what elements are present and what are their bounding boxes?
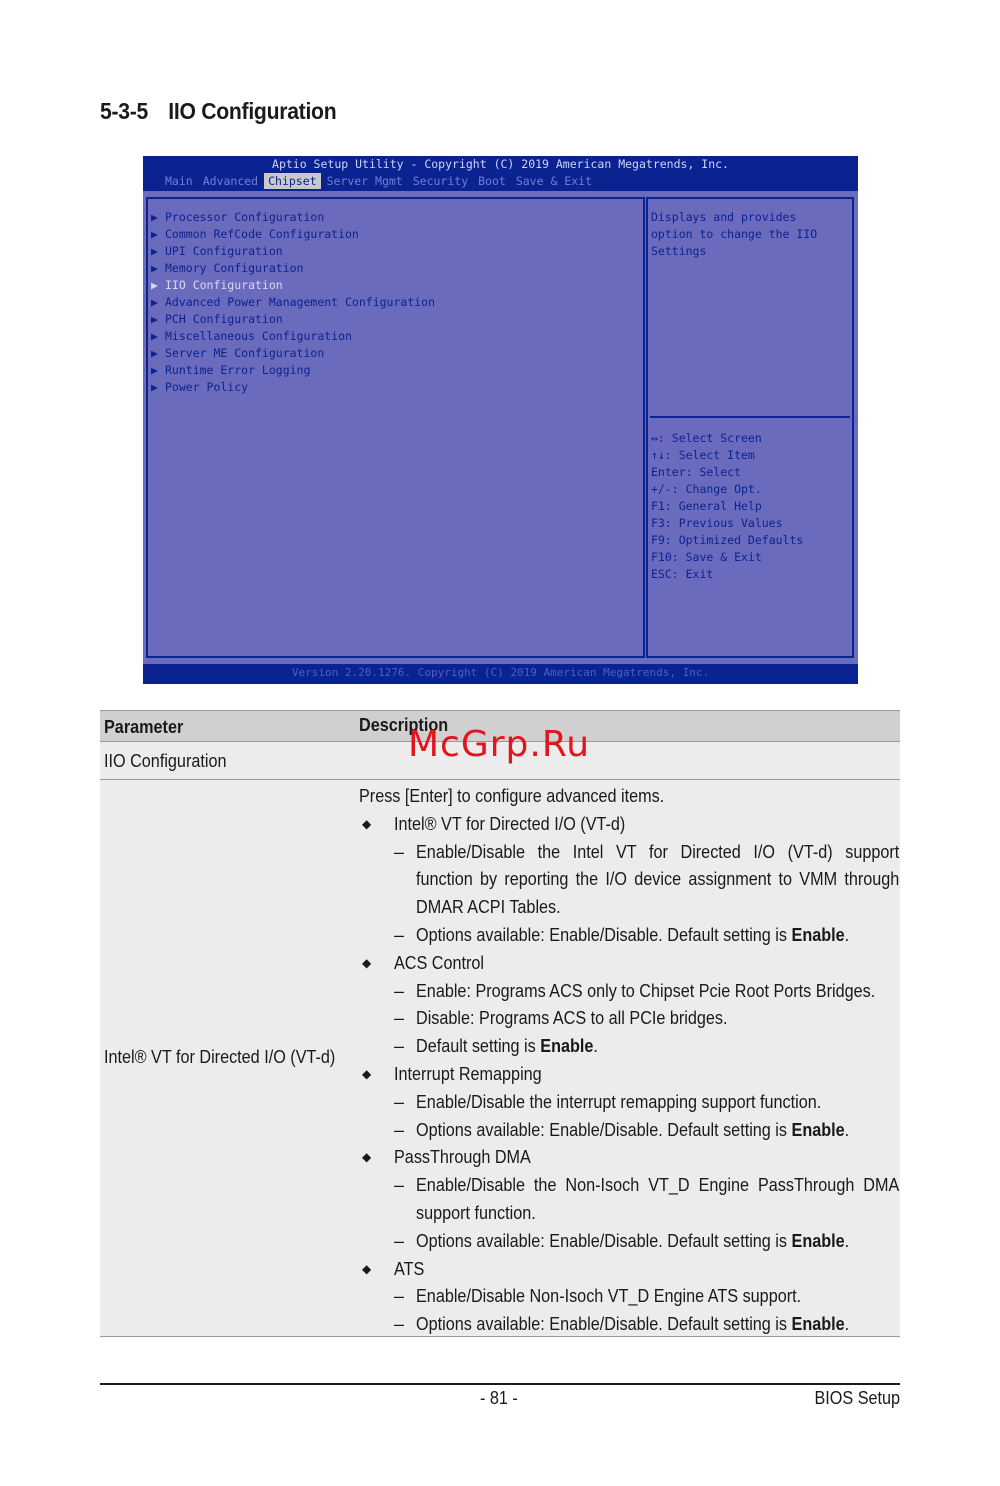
key-change-opt: +/-: Change Opt. [651,482,762,496]
watermark: McGrp.Ru [408,724,591,765]
bios-item-common-refcode[interactable]: ▶ Common RefCode Configuration [151,227,359,241]
header-description: Description [359,715,449,735]
diamond-bullet-icon: ◆ [362,1150,372,1165]
sub-item: – Options available: Enable/Disable. Default setting is Enable. [394,1119,850,1140]
desc-intro: Press [Enter] to configure advanced items. [359,786,665,806]
triangle-right-icon: ▶ [151,346,158,360]
sub-item: – Enable/Disable Non-Isoch VT_D Engine ATS support. [394,1286,802,1307]
footer-divider [100,1383,900,1385]
key-esc: ESC: Exit [651,567,714,581]
bios-item-memory[interactable]: ▶ Memory Configuration [151,261,304,275]
bios-item-power-mgmt[interactable]: ▶ Advanced Power Management Configuration [151,295,436,309]
bios-menu-server-mgmt[interactable]: Server Mgmt [326,174,403,188]
description-cell [359,783,899,1339]
diamond-bullet-icon: ◆ [362,955,372,970]
param-iio-configuration: IIO Configuration [104,751,227,771]
diamond-bullet-icon: ◆ [362,1066,372,1081]
triangle-right-icon: ▶ [151,295,158,309]
triangle-right-icon: ▶ [151,380,158,394]
bios-footer: Version 2.20.1276. Copyright (C) 2019 American Megatrends, Inc. [291,666,710,679]
header-parameter: Parameter [104,717,184,737]
bios-menu-main[interactable]: Main [165,174,193,188]
triangle-right-icon: ▶ [151,329,158,343]
triangle-right-icon: ▶ [151,227,158,241]
bullet-ats: ◆ ATS [359,1256,899,1284]
key-f3: F3: Previous Values [651,516,783,530]
bios-main-area [143,191,858,664]
param-vtd: Intel® VT for Directed I/O (VT-d) [104,1047,336,1067]
sub-item: – Disable: Programs ACS to all PCIe bridges. [394,1008,728,1029]
bios-item-power-policy[interactable]: ▶ Power Policy [151,380,249,394]
bios-help-divider [650,416,850,418]
bios-item-list [151,209,435,396]
diamond-bullet-icon: ◆ [362,1261,372,1276]
bios-item-panel [146,197,645,658]
key-select-item: ↑↓: Select Item [651,448,755,462]
bios-help-text: Displays and provides option to change the IIO Settings [651,210,818,258]
sub-item: – Default setting is Enable. [394,1036,598,1057]
sub-item: – Options available: Enable/Disable. Default setting is Enable. [394,924,850,945]
triangle-right-icon: ▶ [151,261,158,275]
section-heading: IIO Configuration [168,98,337,124]
sub-item: – Enable/Disable the interrupt remapping support function. [394,1091,822,1112]
table-row [100,780,900,1337]
triangle-right-icon: ▶ [151,312,158,326]
section-title [100,98,336,125]
page-number: - 81 - [480,1388,518,1408]
bios-item-processor[interactable]: ▶ Processor Configuration [151,210,325,224]
bios-item-upi[interactable]: ▶ UPI Configuration [151,244,283,258]
bios-menu-security[interactable]: Security [412,174,469,188]
sub-item: – Options available: Enable/Disable. Default setting is Enable. [394,1230,850,1251]
bios-key-legend [651,430,803,583]
bullet-acs-control: ◆ ACS Control [359,950,899,978]
sub-item: – Enable/Disable the Intel VT for Directed I/O (VT-d) support function by reporting the I/O device assignment to VMM through DMAR ACPI Tables. [394,841,900,918]
bios-item-iio[interactable]: ▶ IIO Configuration [151,278,283,292]
bullet-interrupt-remapping: ◆ Interrupt Remapping [359,1061,899,1089]
key-f1: F1: General Help [651,499,762,513]
bios-item-misc[interactable]: ▶ Miscellaneous Configuration [151,329,352,343]
triangle-right-icon: ▶ [151,363,158,377]
triangle-right-icon: ▶ [151,244,158,258]
bullet-passthrough-dma: ◆ PassThrough DMA [359,1144,899,1172]
bullet-vtd: ◆ Intel® VT for Directed I/O (VT-d) [359,811,899,839]
bios-item-runtime-error[interactable]: ▶ Runtime Error Logging [151,363,311,377]
sub-item: – Enable/Disable the Non-Isoch VT_D Engine PassThrough DMA support function. [394,1175,900,1223]
bios-menu-save-exit[interactable]: Save & Exit [515,174,592,188]
bios-item-server-me[interactable]: ▶ Server ME Configuration [151,346,325,360]
bios-menu-chipset[interactable]: Chipset [264,173,320,189]
key-select-screen: ↔: Select Screen [651,431,762,445]
sub-item: – Enable: Programs ACS only to Chipset Pcie Root Ports Bridges. [394,980,876,1001]
sub-item: – Options available: Enable/Disable. Default setting is Enable. [394,1314,850,1335]
bios-menu-advanced[interactable]: Advanced [202,174,259,188]
bios-title: Aptio Setup Utility - Copyright (C) 2019 American Megatrends, Inc. [272,157,729,171]
bios-screenshot [143,156,858,684]
key-enter: Enter: Select [651,465,742,479]
key-f9: F9: Optimized Defaults [651,533,804,547]
bios-item-pch[interactable]: ▶ PCH Configuration [151,312,283,326]
bios-menu-boot[interactable]: Boot [478,174,506,188]
footer-section-name: BIOS Setup [814,1388,900,1408]
triangle-right-icon: ▶ [151,278,158,292]
section-number: 5-3-5 [100,98,149,124]
bios-help-panel [646,197,854,658]
diamond-bullet-icon: ◆ [362,816,372,831]
triangle-right-icon: ▶ [151,210,158,224]
bios-menu-bar [165,173,602,189]
key-f10: F10: Save & Exit [651,550,762,564]
